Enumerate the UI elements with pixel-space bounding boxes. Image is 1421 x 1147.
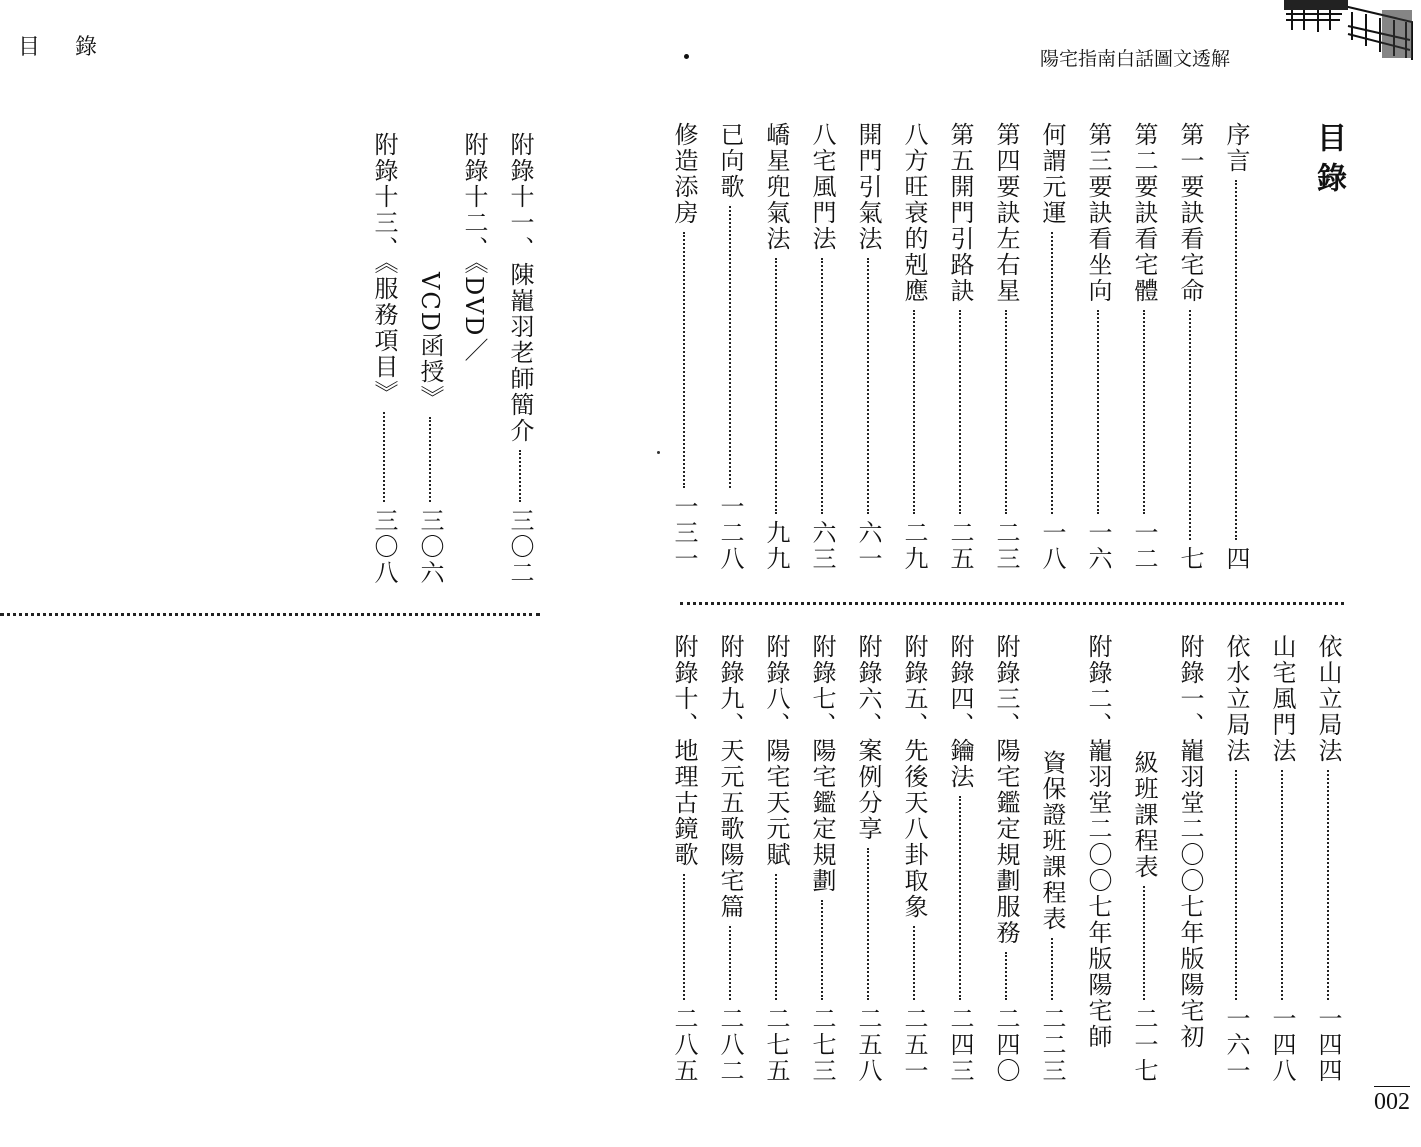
toc-entry-line1 — [1178, 634, 1202, 1084]
toc-entry-page: 六三 — [808, 520, 836, 572]
toc-entry-page: 二四三 — [946, 1006, 974, 1084]
toc-entry-page: 二五一 — [900, 1006, 928, 1084]
speck-mark — [657, 451, 660, 454]
toc-entry — [810, 634, 834, 1084]
toc-entry — [672, 122, 696, 572]
dot-leader — [1189, 310, 1191, 540]
dot-leader — [867, 848, 869, 1000]
toc-entry-page: 一三一 — [670, 494, 698, 572]
toc-entry-title: 第三要訣看坐向 — [1084, 122, 1112, 304]
toc-entry-title-cont: 資保證班課程表 — [1038, 750, 1066, 932]
toc-entry — [1224, 122, 1248, 572]
toc-entry-title: 依水立局法 — [1222, 634, 1250, 764]
toc-entry-title: 八宅風門法 — [808, 122, 836, 252]
toc-entry-title: 附錄十二、《DVD／ — [460, 132, 488, 364]
toc-entry — [372, 132, 396, 586]
section-divider — [0, 613, 540, 616]
toc-entry-title: 第五開門引路訣 — [946, 122, 974, 304]
toc-entry-page: 三〇六 — [416, 508, 444, 586]
toc-entry — [1224, 634, 1248, 1084]
toc-entry-line2 — [418, 272, 442, 586]
section-divider — [680, 602, 1344, 605]
toc-entry-title: 附錄五、先後天八卦取象 — [900, 634, 928, 920]
toc-entry — [856, 634, 880, 1084]
toc-entry — [810, 122, 834, 572]
dot-leader — [821, 900, 823, 1000]
toc-entry-page: 一六一 — [1222, 1006, 1250, 1084]
dot-leader — [959, 310, 961, 514]
dot-leader — [1235, 770, 1237, 1000]
toc-entry-page: 二九 — [900, 520, 928, 572]
dot-leader — [1005, 310, 1007, 514]
dot-leader — [1051, 232, 1053, 514]
toc-entry-title: 第四要訣左右星 — [992, 122, 1020, 304]
toc-entry-page: 七 — [1176, 546, 1204, 572]
toc-entry-title: 第二要訣看宅體 — [1130, 122, 1158, 304]
toc-entry-title: 第一要訣看宅命 — [1176, 122, 1204, 304]
toc-entry — [948, 122, 972, 572]
dot-leader — [775, 258, 777, 514]
toc-entry-page: 二八二 — [716, 1006, 744, 1084]
dot-leader — [683, 232, 685, 488]
dot-leader — [1327, 770, 1329, 1000]
dot-leader — [519, 450, 521, 502]
toc-title: 目錄 — [1311, 122, 1346, 202]
dot-leader — [1143, 310, 1145, 514]
toc-entry-page: 一六 — [1084, 520, 1112, 572]
toc-entry-page: 三〇二 — [506, 508, 534, 586]
toc-entry-title: 序言 — [1222, 122, 1250, 174]
toc-entry-page: 二八五 — [670, 1006, 698, 1084]
toc-entry-page: 六一 — [854, 520, 882, 572]
toc-entry-title: 已向歌 — [716, 122, 744, 200]
dot-leader — [867, 258, 869, 514]
toc-entry-title: 附錄九、天元五歌陽宅篇 — [716, 634, 744, 920]
toc-entry-title: 附錄七、陽宅鑑定規劃 — [808, 634, 836, 894]
dot-leader — [429, 417, 431, 502]
toc-entry-title: 山宅風門法 — [1268, 634, 1296, 764]
toc-entry — [902, 634, 926, 1084]
toc-entry-page: 二七五 — [762, 1006, 790, 1084]
dot-leader — [1005, 952, 1007, 1000]
running-header-left: 目 錄 — [18, 35, 111, 60]
toc-entry-title: 嶠星兜氣法 — [762, 122, 790, 252]
toc-entry — [994, 634, 1018, 1084]
dot-leader — [729, 206, 731, 488]
toc-entry — [764, 634, 788, 1084]
toc-entry-page: 二三 — [992, 520, 1020, 572]
page-number: 002 — [1374, 1086, 1410, 1116]
dot-leader — [1281, 770, 1283, 1000]
dot-leader — [383, 412, 385, 502]
toc-entry-title: 附錄十一、陳巃羽老師簡介 — [506, 132, 534, 444]
toc-entry-page: 一四八 — [1268, 1006, 1296, 1084]
dot-leader — [1143, 886, 1145, 1000]
dot-leader — [959, 796, 961, 1000]
toc-entry-page: 二五八 — [854, 1006, 882, 1084]
dot-leader — [821, 258, 823, 514]
toc-entry — [1086, 122, 1110, 572]
toc-entry — [718, 122, 742, 572]
toc-entry-title: 附錄一、巃羽堂二〇〇七年版陽宅初 — [1176, 634, 1204, 1050]
toc-entry-title: 附錄十、地理古鏡歌 — [670, 634, 698, 868]
toc-entry — [856, 122, 880, 572]
toc-entry-title: 附錄二、巃羽堂二〇〇七年版陽宅師 — [1084, 634, 1112, 1050]
toc-entry — [902, 122, 926, 572]
toc-entry-page: 二二三 — [1038, 1006, 1066, 1084]
toc-entry-title: 附錄四、鑰法 — [946, 634, 974, 790]
toc-entry-title: 附錄三、陽宅鑑定規劃服務 — [992, 634, 1020, 946]
toc-entry-page: 四 — [1222, 546, 1250, 572]
dot-leader — [1235, 180, 1237, 540]
toc-entry-title: 何謂元運 — [1038, 122, 1066, 226]
toc-entry-line1 — [462, 132, 486, 586]
toc-entry — [718, 634, 742, 1084]
toc-entry-title: 附錄六、案例分享 — [854, 634, 882, 842]
toc-entry-title: 修造添房 — [670, 122, 698, 226]
toc-entry-title: 附錄八、陽宅天元賦 — [762, 634, 790, 868]
dot-leader — [913, 926, 915, 1000]
building-illustration-icon — [1282, 0, 1421, 62]
toc-entry-page: 二四〇 — [992, 1006, 1020, 1084]
toc-entry-page: 一二八 — [716, 494, 744, 572]
toc-entry — [672, 634, 696, 1084]
toc-entry-title-cont: VCD函授》 — [416, 272, 444, 411]
toc-entry — [764, 122, 788, 572]
toc-entry-title-cont: 級班課程表 — [1130, 750, 1158, 880]
bullet-mark — [684, 54, 689, 59]
toc-entry-page: 二一七 — [1130, 1006, 1158, 1084]
dot-leader — [775, 874, 777, 1000]
toc-entry — [1178, 122, 1202, 572]
dot-leader — [683, 874, 685, 1000]
toc-entry — [948, 634, 972, 1084]
toc-entry-title: 依山立局法 — [1314, 634, 1342, 764]
toc-entry — [994, 122, 1018, 572]
toc-entry-page: 一八 — [1038, 520, 1066, 572]
toc-entry-page: 二五 — [946, 520, 974, 572]
toc-entry-page: 三〇八 — [370, 508, 398, 586]
toc-entry-title: 附錄十三、《服務項目》 — [370, 132, 398, 406]
toc-entry-title: 開門引氣法 — [854, 122, 882, 252]
dot-leader — [729, 926, 731, 1000]
toc-entry-page: 一二 — [1130, 520, 1158, 572]
toc-entry-page: 二七三 — [808, 1006, 836, 1084]
toc-entry-page: 九九 — [762, 520, 790, 572]
toc-entry-line2 — [1132, 750, 1156, 1084]
running-header-book-title: 陽宅指南白話圖文透解 — [1040, 48, 1231, 70]
toc-entry-title: 八方旺衰的剋應 — [900, 122, 928, 304]
dot-leader — [1097, 310, 1099, 514]
dot-leader — [913, 310, 915, 514]
toc-entry — [1270, 634, 1294, 1084]
toc-entry-line1 — [1086, 634, 1110, 1084]
dot-leader — [1051, 938, 1053, 1000]
toc-entry — [1316, 634, 1340, 1084]
toc-entry — [508, 132, 532, 586]
toc-entry — [1040, 122, 1064, 572]
toc-entry-page: 一四四 — [1314, 1006, 1342, 1084]
toc-entry — [1132, 122, 1156, 572]
toc-entry-line2 — [1040, 750, 1064, 1084]
